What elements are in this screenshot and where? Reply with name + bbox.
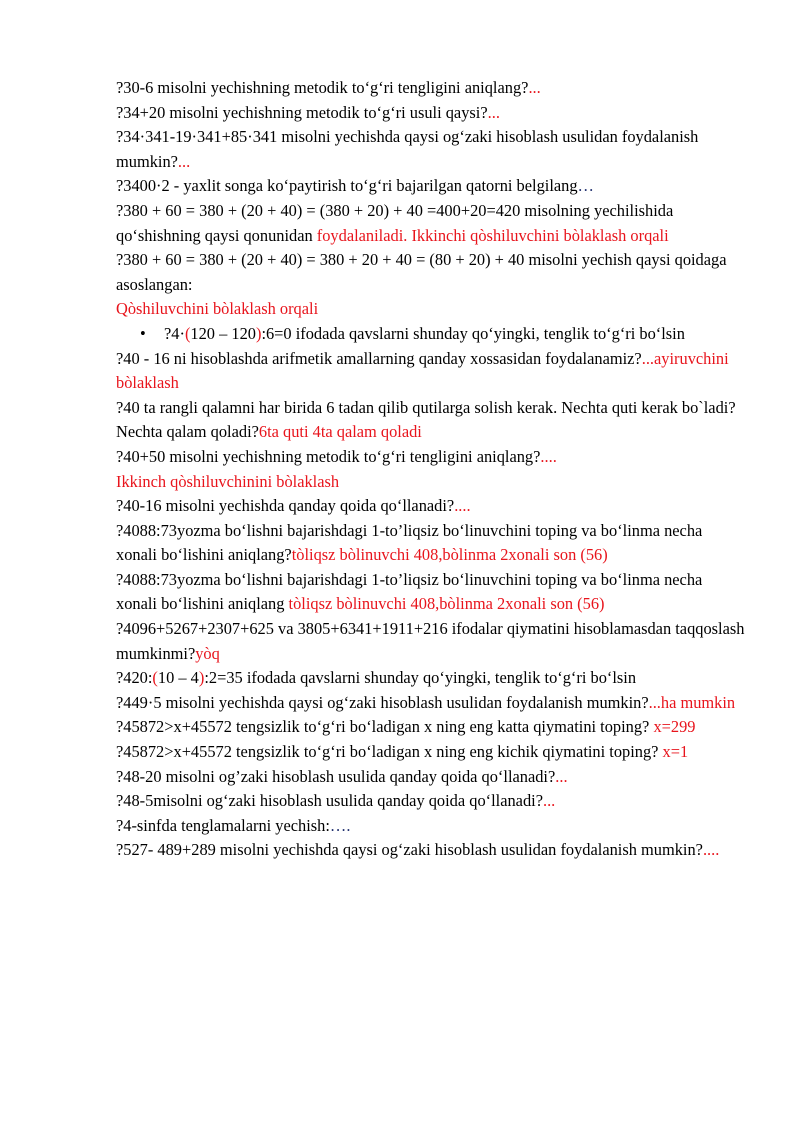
question-line: ?30-6 misolni yechishning metodik to‘g‘ri tengligini aniqlang?... [116,78,541,97]
bullet-list [116,322,746,347]
question-line: ?40+50 misolni yechishning metodik to‘g‘ri tengligini aniqlang?.... [116,446,557,466]
question-line: ?380 + 60 = 380 + (20 + 40) = 380 + 20 + 40 = (80 + 20) + 40 misolni yechish qaysi qoidaga asoslangan: [116,250,727,294]
answer-text: ... [177,151,191,171]
answer-text: x=1 [662,742,689,762]
question-line: ?4096+5267+2307+625 va 3805+6341+1911+216 ifodalar qiymatini hisoblamasdan taqqoslash mumkinmi?yòq [116,619,745,663]
question-line: ?45872>x+45572 tengsizlik to‘g‘ri bo‘ladigan x ning eng kichik qiymatini toping? x=1 [116,742,689,762]
question-line: ?3400·2 - yaxlit songa ko‘paytirish to‘g‘ri bajarilgan qatorni belgilang… [116,176,594,196]
answer-line [116,470,746,495]
answer-text: ... [555,766,568,786]
question-line: ?48-20 misolni og’zaki hisoblash usulida qanday qoida qo‘llanadi?... [116,766,568,786]
answer-text: ... [528,78,541,97]
question-line: ?4088:73yozma bo‘lishni bajarishdagi 1-to’liqsiz bo‘linuvchini toping va bo‘linma necha xonali bo‘lishini aniqlang?tòliqsz bòlinuvchi 408,bòlinma 2xonali son (56) [116,520,703,565]
question-line: ?40 - 16 ni hisoblashda arifmetik amallarning qanday xossasidan foydalanamiz?...ayiruvchini bòlaklash [116,348,729,393]
question-line: ?4088:73yozma bo‘lishni bajarishdagi 1-to’liqsiz bo‘linuvchini toping va bo‘linma necha xonali bo‘lishini aniqlang tòliqsz bòlinuvchi 408,bòlinma 2xonali son (56) [116,569,703,614]
answer-text: tòliqsz bòlinuvchi 408,bòlinma 2xonali son (56) [291,545,608,565]
answer-text: .... [454,496,471,516]
question-line: ?40 ta rangli qalamni har birida 6 tadan qilib qutilarga solish kerak. Nechta quti kerak bo`ladi? Nechta qalam qoladi?6ta quti 4ta qalam qoladi [116,397,736,442]
question-line: ?527- 489+289 misolni yechishda qaysi og‘zaki hisoblash usulidan foydalanish mumkin?.... [116,840,720,860]
question-line: ?34+20 misolni yechishning metodik to‘g‘ri usuli qaysi?... [116,102,500,122]
answer-text: .... [540,446,557,466]
question-line: ?45872>x+45572 tengsizlik to‘g‘ri bo‘ladigan x ning eng katta qiymatini toping? x=299 [116,717,696,737]
answer-text: foydalaniladi. Ikkinchi qòshiluvchini bòlaklash orqali [316,225,669,245]
question-line: ?48-5misolni og‘zaki hisoblash usulida qanday qoida qo‘llanadi?... [116,791,556,811]
question-line: ?34·341-19·341+85·341 misolni yechishda qaysi og‘zaki hisoblash usulidan foydalanish mumkin?... [116,127,699,171]
answer-text: ...ha mumkin [648,692,736,712]
answer-text: ... [487,102,500,122]
question-line: ?449·5 misolni yechishda qaysi og‘zaki hisoblash usulidan foydalanish mumkin?...ha mumkin [116,692,736,712]
answer-text: x=299 [653,717,696,737]
answer-text: ...ayiruvchini bòlaklash [116,348,729,393]
question-line: ?4-sinfda tenglamalarni yechish:…. [116,815,351,835]
bullet-question: • ?4·(120 – 120):6=0 ifodada qavslarni shunday qo‘yingki, tenglik to‘g‘ri bo‘lsin [116,322,746,347]
answer-text: ... [542,791,556,811]
answer-line [116,297,746,322]
answer-text: … [577,176,594,196]
answer-text: yòq [195,643,220,663]
answer-text: Qòshiluvchini bòlaklash orqali [116,299,319,319]
answer-text: Ikkinch qòshiluvchinini bòlaklash [116,471,340,491]
answer-text: tòliqsz bòlinuvchi 408,bòlinma 2xonali son (56) [288,594,605,614]
answer-text: .... [702,840,720,860]
question-line: ?40-16 misolni yechishda qanday qoida qo‘llanadi?.... [116,496,471,516]
question-line: ?420:(10 – 4):2=35 ifodada qavslarni shunday qo‘yingki, tenglik to‘g‘ri bo‘lsin [116,668,637,688]
answer-text: …. [329,815,351,835]
answer-text: 6ta quti 4ta qalam qoladi [258,422,422,442]
question-line: ?380 + 60 = 380 + (20 + 40) = (380 + 20) + 40 =400+20=420 misolning yechilishida qo‘shishning qaysi qonunidan foydalaniladi. Ikkinchi qòshiluvchini bòlaklash orqali [116,200,674,245]
document-body [116,76,746,863]
